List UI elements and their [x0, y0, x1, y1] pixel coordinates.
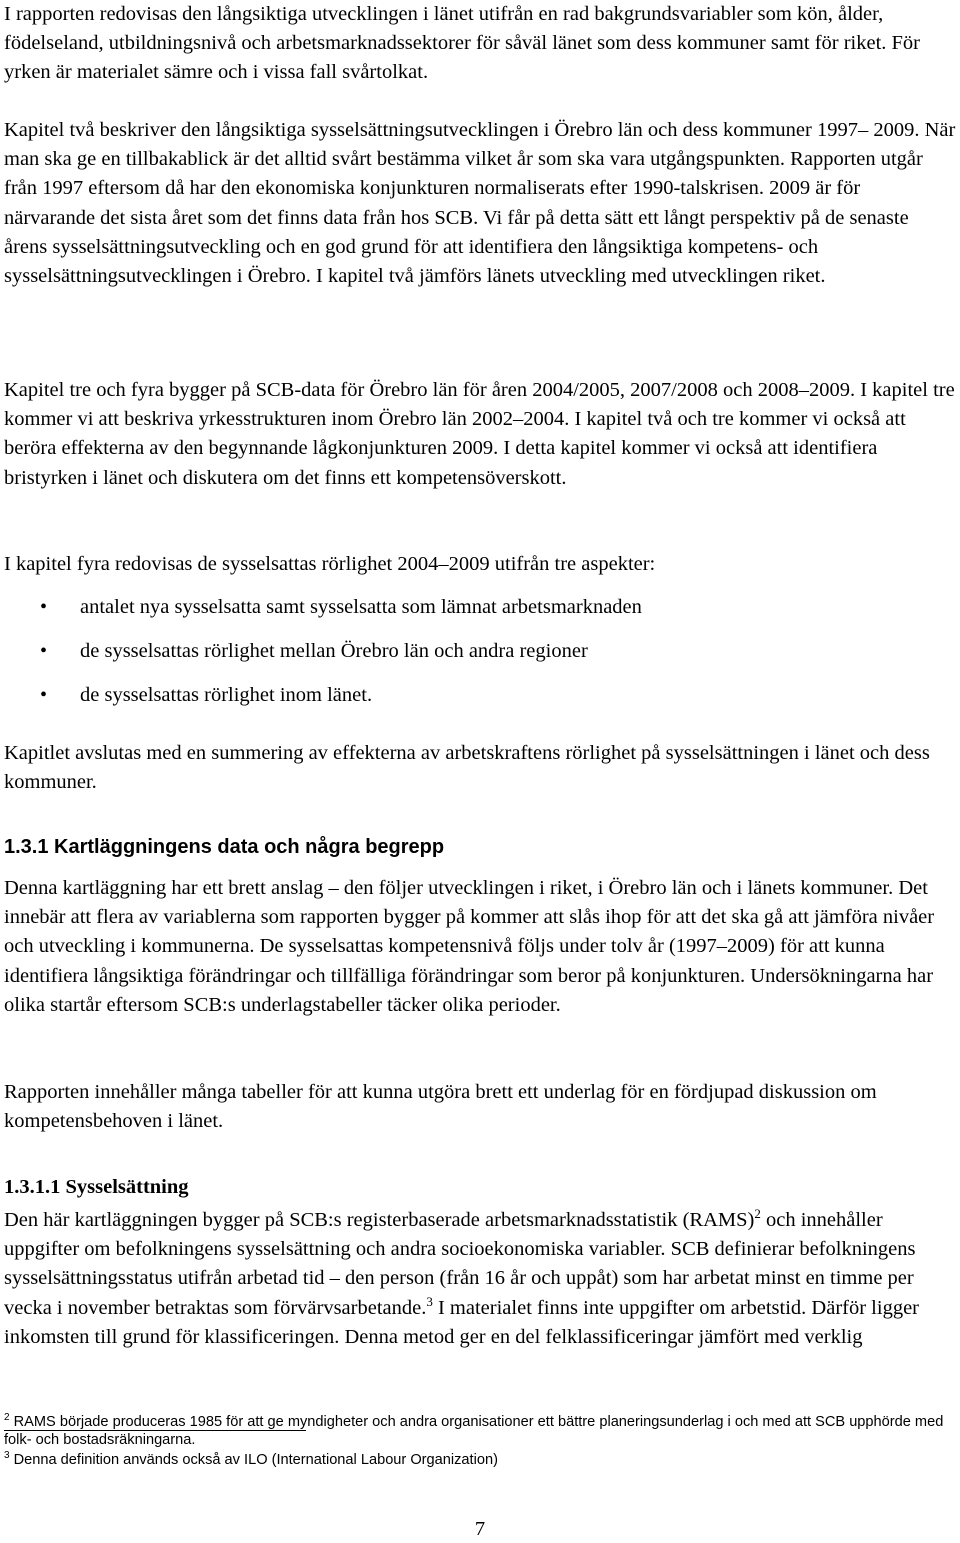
paragraph-text: I materialet finns inte uppgifter om arbetstid. Därför ligger inkomsten till grund för klassificeringen. Denna metod ger en del felklassificeringar jämfört med verklig	[4, 1296, 920, 1348]
paragraph-tables: Rapporten innehåller många tabeller för att kunna utgöra brett ett underlag för en fördjupad diskussion om kompetensbehoven i länet.	[4, 1081, 877, 1133]
page-number: 7	[474, 1518, 486, 1540]
bullet-text: de sysselsattas rörlighet inom länet.	[80, 684, 373, 706]
paragraph-employment	[4, 1206, 956, 1352]
footnote-number: 3	[4, 1450, 10, 1461]
paragraph-summary: Kapitlet avslutas med en summering av effekterna av arbetskraftens rörlighet på sysselsättningen i länet och dess kommuner.	[4, 742, 930, 794]
footnote	[4, 1452, 956, 1470]
paragraph-chapter-four: I kapitel fyra redovisas de sysselsattas rörlighet 2004–2009 utifrån tre aspekter:	[4, 553, 656, 575]
footnote-text: RAMS började produceras 1985 för att ge myndigheter och andra organisationer ett bättre planeringsunderlag i och med att SCB upphörde med folk- och bostadsräkningarna.	[4, 1414, 944, 1448]
paragraph-intro: I rapporten redovisas den långsiktiga utvecklingen i länet utifrån en rad bakgrundsvariabler som kön, ålder, födelseland, utbildningsnivå och arbetsmarknadssektorer för såväl länet som dess kommuner samt för riket. För yrken är materialet sämre och i vissa fall svårtolkat.	[4, 3, 921, 84]
bullet-icon: •	[40, 640, 48, 662]
footnote	[4, 1414, 956, 1449]
bullet-text: de sysselsattas rörlighet mellan Örebro län och andra regioner	[80, 640, 588, 662]
section-heading: 1.3.1 Kartläggningens data och några begrepp	[4, 836, 445, 858]
footnote-ref: 2	[754, 1206, 761, 1221]
paragraph-text: och innehåller uppgifter om befolkningens sysselsättning och andra socioekonomiska variabler. SCB definierar befolkningens sysselsättningsstatus utifrån arbetad tid – den person (från 16 år och uppåt) som har arbetat minst en timme per vecka i november betraktas som förvärvsarbetande.	[4, 1209, 916, 1319]
paragraph-chapter-two: Kapitel två beskriver den långsiktiga sysselsättningsutvecklingen i Örebro län och dess kommuner 1997– 2009. När man ska ge en tillbakablick är det alltid svårt bestämma vilket år som ska vara utgångspunkten. Rapporten utgår från 1997 eftersom då har den ekonomiska konjunkturen normaliserats efter 1990-talskrisen. 2009 är för närvarande det sista året som det finns data från hos SCB. Vi får på detta sätt ett långt perspektiv på de senaste årens sysselsättningsutveckling och en god grund för att identifiera den långsiktiga kompetens- och sysselsättningsutvecklingen i Örebro. I kapitel två jämförs länets utveckling med utvecklingen riket.	[4, 119, 956, 288]
footnote-number: 2	[4, 1412, 10, 1423]
subsection-heading: 1.3.1.1 Sysselsättning	[4, 1176, 189, 1198]
paragraph-chapter-three-four: Kapitel tre och fyra bygger på SCB-data för Örebro län för åren 2004/2005, 2007/2008 och 2008–2009. I kapitel tre kommer vi att beskriva yrkesstrukturen inom Örebro län 2002–2004. I kapitel två och tre kommer vi också att beröra effekterna av den begynnande lågkonjunkturen 2009. I detta kapitel kommer vi också att identifiera bristyrken i länet och diskutera om det finns ett kompetensöverskott.	[4, 379, 955, 489]
bullet-icon: •	[40, 596, 48, 618]
bullet-icon: •	[40, 684, 48, 706]
paragraph-text: Den här kartläggningen bygger på SCB:s registerbaserade arbetsmarknadsstatistik (RAMS)	[4, 1209, 755, 1231]
footnote-ref: 3	[426, 1293, 433, 1309]
footnote-text: Denna definition används också av ILO (International Labour Organization)	[9, 1452, 498, 1468]
paragraph-data-scope: Denna kartläggning har ett brett anslag – den följer utvecklingen i riket, i Örebro län och i länets kommuner. Det innebär att flera av variablerna som rapporten bygger på kommer att slås ihop för att det ska gå att jämföra nivåer och utveckling i kommunerna. De sysselsattas kompetensnivå följs under tolv år (1997–2009) för att kunna identifiera långsiktiga förändringar och tillfälliga förändringar som beror på konjunkturen. Undersökningarna har olika startår eftersom SCB:s underlagstabeller täcker olika perioder.	[4, 877, 935, 1016]
bullet-text: antalet nya sysselsatta samt sysselsatta som lämnat arbetsmarknaden	[80, 596, 642, 618]
